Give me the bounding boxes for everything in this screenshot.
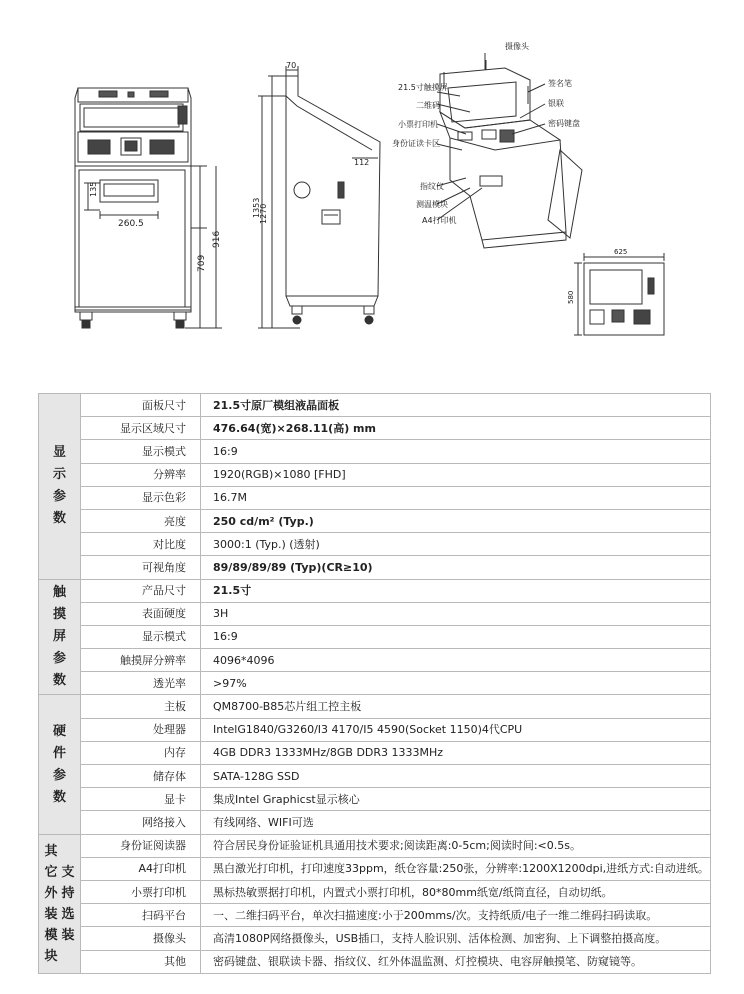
spec-value: 16.7M [201, 486, 711, 509]
panel-dim-580: 580 [567, 290, 575, 304]
spec-value: 476.64(宽)×268.11(高) mm [201, 417, 711, 440]
panel-dim-625: 625 [614, 248, 628, 256]
spec-row [39, 486, 711, 509]
spec-row [39, 556, 711, 579]
spec-row [39, 741, 711, 764]
spec-row [39, 834, 711, 857]
callout-signature-pen: 签名笔 [548, 79, 572, 88]
spec-label: 表面硬度 [81, 602, 201, 625]
spec-value: 3H [201, 602, 711, 625]
callout-pin-pad: 密码键盘 [548, 119, 580, 128]
spec-category-label: 硬件参数 [53, 723, 67, 805]
spec-row [39, 788, 711, 811]
spec-value: 4GB DDR3 1333MHz/8GB DDR3 1333MHz [201, 741, 711, 764]
spec-value: IntelG1840/G3260/I3 4170/I5 4590(Socket 1150)4代CPU [201, 718, 711, 741]
spec-value: 有线网络、WIFI可选 [201, 811, 711, 834]
spec-category [39, 394, 81, 580]
callout-thermometer: 测温模块 [416, 200, 448, 209]
spec-label: 显示色彩 [81, 486, 201, 509]
spec-label: 主板 [81, 695, 201, 718]
front-dim-916: 916 [212, 230, 222, 248]
spec-value: 1920(RGB)×1080 [FHD] [201, 463, 711, 486]
side-view-drawing [258, 66, 380, 328]
spec-row [39, 672, 711, 695]
spec-row [39, 765, 711, 788]
spec-row [39, 602, 711, 625]
spec-label: 扫码平台 [81, 904, 201, 927]
spec-row [39, 649, 711, 672]
spec-label: 网络接入 [81, 811, 201, 834]
callout-unionpay: 银联 [548, 99, 564, 108]
spec-category [39, 695, 81, 834]
spec-label: 面板尺寸 [81, 394, 201, 417]
spec-row [39, 695, 711, 718]
front-view-drawing [75, 88, 222, 328]
spec-row [39, 718, 711, 741]
spec-label: 显示模式 [81, 440, 201, 463]
spec-value: QM8700-B85芯片组工控主板 [201, 695, 711, 718]
spec-label: 内存 [81, 741, 201, 764]
spec-value: 16:9 [201, 625, 711, 648]
spec-label: 处理器 [81, 718, 201, 741]
spec-row [39, 463, 711, 486]
spec-label: 透光率 [81, 672, 201, 695]
callout-receipt-printer: 小票打印机 [398, 120, 438, 129]
spec-value: 高清1080P网络摄像头，USB插口，支持人脸识别、活体检测、加密狗、上下调整拍摄高度。 [201, 927, 711, 950]
spec-row [39, 440, 711, 463]
spec-row [39, 811, 711, 834]
spec-value: SATA-128G SSD [201, 765, 711, 788]
front-dim-135: 135 [89, 181, 98, 197]
spec-label: 触摸屏分辨率 [81, 649, 201, 672]
spec-label: 产品尺寸 [81, 579, 201, 602]
spec-row [39, 880, 711, 903]
spec-table [38, 393, 711, 974]
spec-category-sub-label: 支持选装 [61, 864, 75, 943]
spec-category-label: 其它外装模块 [44, 843, 58, 964]
spec-value: 21.5寸原厂模组液晶面板 [201, 394, 711, 417]
front-dim-260: 260.5 [118, 219, 144, 229]
spec-category [39, 834, 81, 973]
spec-label: A4打印机 [81, 857, 201, 880]
spec-category [39, 579, 81, 695]
spec-label: 小票打印机 [81, 880, 201, 903]
spec-label: 摄像头 [81, 927, 201, 950]
spec-value: 黑标热敏票据打印机，内置式小票打印机，80*80mm纸宽/纸筒直径，自动切纸。 [201, 880, 711, 903]
spec-value: 一、二维扫码平台，单次扫描速度:小于200mms/次。支持纸质/电子一维二维码扫码读取。 [201, 904, 711, 927]
callout-camera: 摄像头 [505, 42, 529, 51]
spec-category-label: 触摸屏参数 [53, 584, 67, 688]
spec-label: 显示区域尺寸 [81, 417, 201, 440]
front-dim-709: 709 [197, 254, 207, 272]
spec-row [39, 857, 711, 880]
spec-value: 89/89/89/89 (Typ)(CR≥10) [201, 556, 711, 579]
spec-value: 黑白激光打印机，打印速度33ppm，纸仓容量:250张，分辨率:1200X1200dpi,进纸方式:自动进纸。 [201, 857, 711, 880]
spec-value: 集成Intel Graphicst显示核心 [201, 788, 711, 811]
spec-row [39, 904, 711, 927]
spec-row [39, 927, 711, 950]
spec-category-label: 显示参数 [53, 445, 67, 527]
side-dim-112: 112 [354, 158, 370, 167]
spec-value: 密码键盘、银联读卡器、指纹仪、红外体温监测、灯控模块、电容屏触摸笔、防窥镜等。 [201, 950, 711, 973]
spec-value: 250 cd/m² (Typ.) [201, 509, 711, 532]
spec-row [39, 625, 711, 648]
panel-view-drawing [574, 253, 664, 335]
spec-label: 亮度 [81, 509, 201, 532]
spec-value: 16:9 [201, 440, 711, 463]
spec-value: 符合居民身份证验证机具通用技术要求;阅读距离:0-5cm;阅读时间:<0.5s。 [201, 834, 711, 857]
spec-row [39, 509, 711, 532]
spec-row [39, 579, 711, 602]
spec-label: 其他 [81, 950, 201, 973]
technical-drawings [0, 0, 744, 380]
spec-value: 21.5寸 [201, 579, 711, 602]
spec-label: 身份证阅读器 [81, 834, 201, 857]
spec-row [39, 417, 711, 440]
callout-id-reader: 身份证读卡区 [392, 139, 440, 148]
spec-row [39, 394, 711, 417]
callout-touchscreen: 21.5寸触摸屏 [398, 83, 448, 92]
side-dim-1270: 1270 [259, 203, 268, 224]
callout-fingerprint: 指纹仪 [420, 182, 444, 191]
spec-row [39, 950, 711, 973]
callout-qr-code: 二维码 [416, 101, 440, 110]
callout-a4-printer: A4打印机 [422, 216, 457, 225]
spec-label: 储存体 [81, 765, 201, 788]
spec-value: 4096*4096 [201, 649, 711, 672]
spec-label: 对比度 [81, 533, 201, 556]
spec-label: 可视角度 [81, 556, 201, 579]
spec-row [39, 533, 711, 556]
side-dim-70: 70 [286, 61, 297, 70]
spec-label: 显卡 [81, 788, 201, 811]
spec-label: 显示模式 [81, 625, 201, 648]
spec-value: >97% [201, 672, 711, 695]
spec-value: 3000:1 (Typ.) (透射) [201, 533, 711, 556]
spec-label: 分辨率 [81, 463, 201, 486]
side-dim-1353: 1353 [252, 197, 261, 218]
